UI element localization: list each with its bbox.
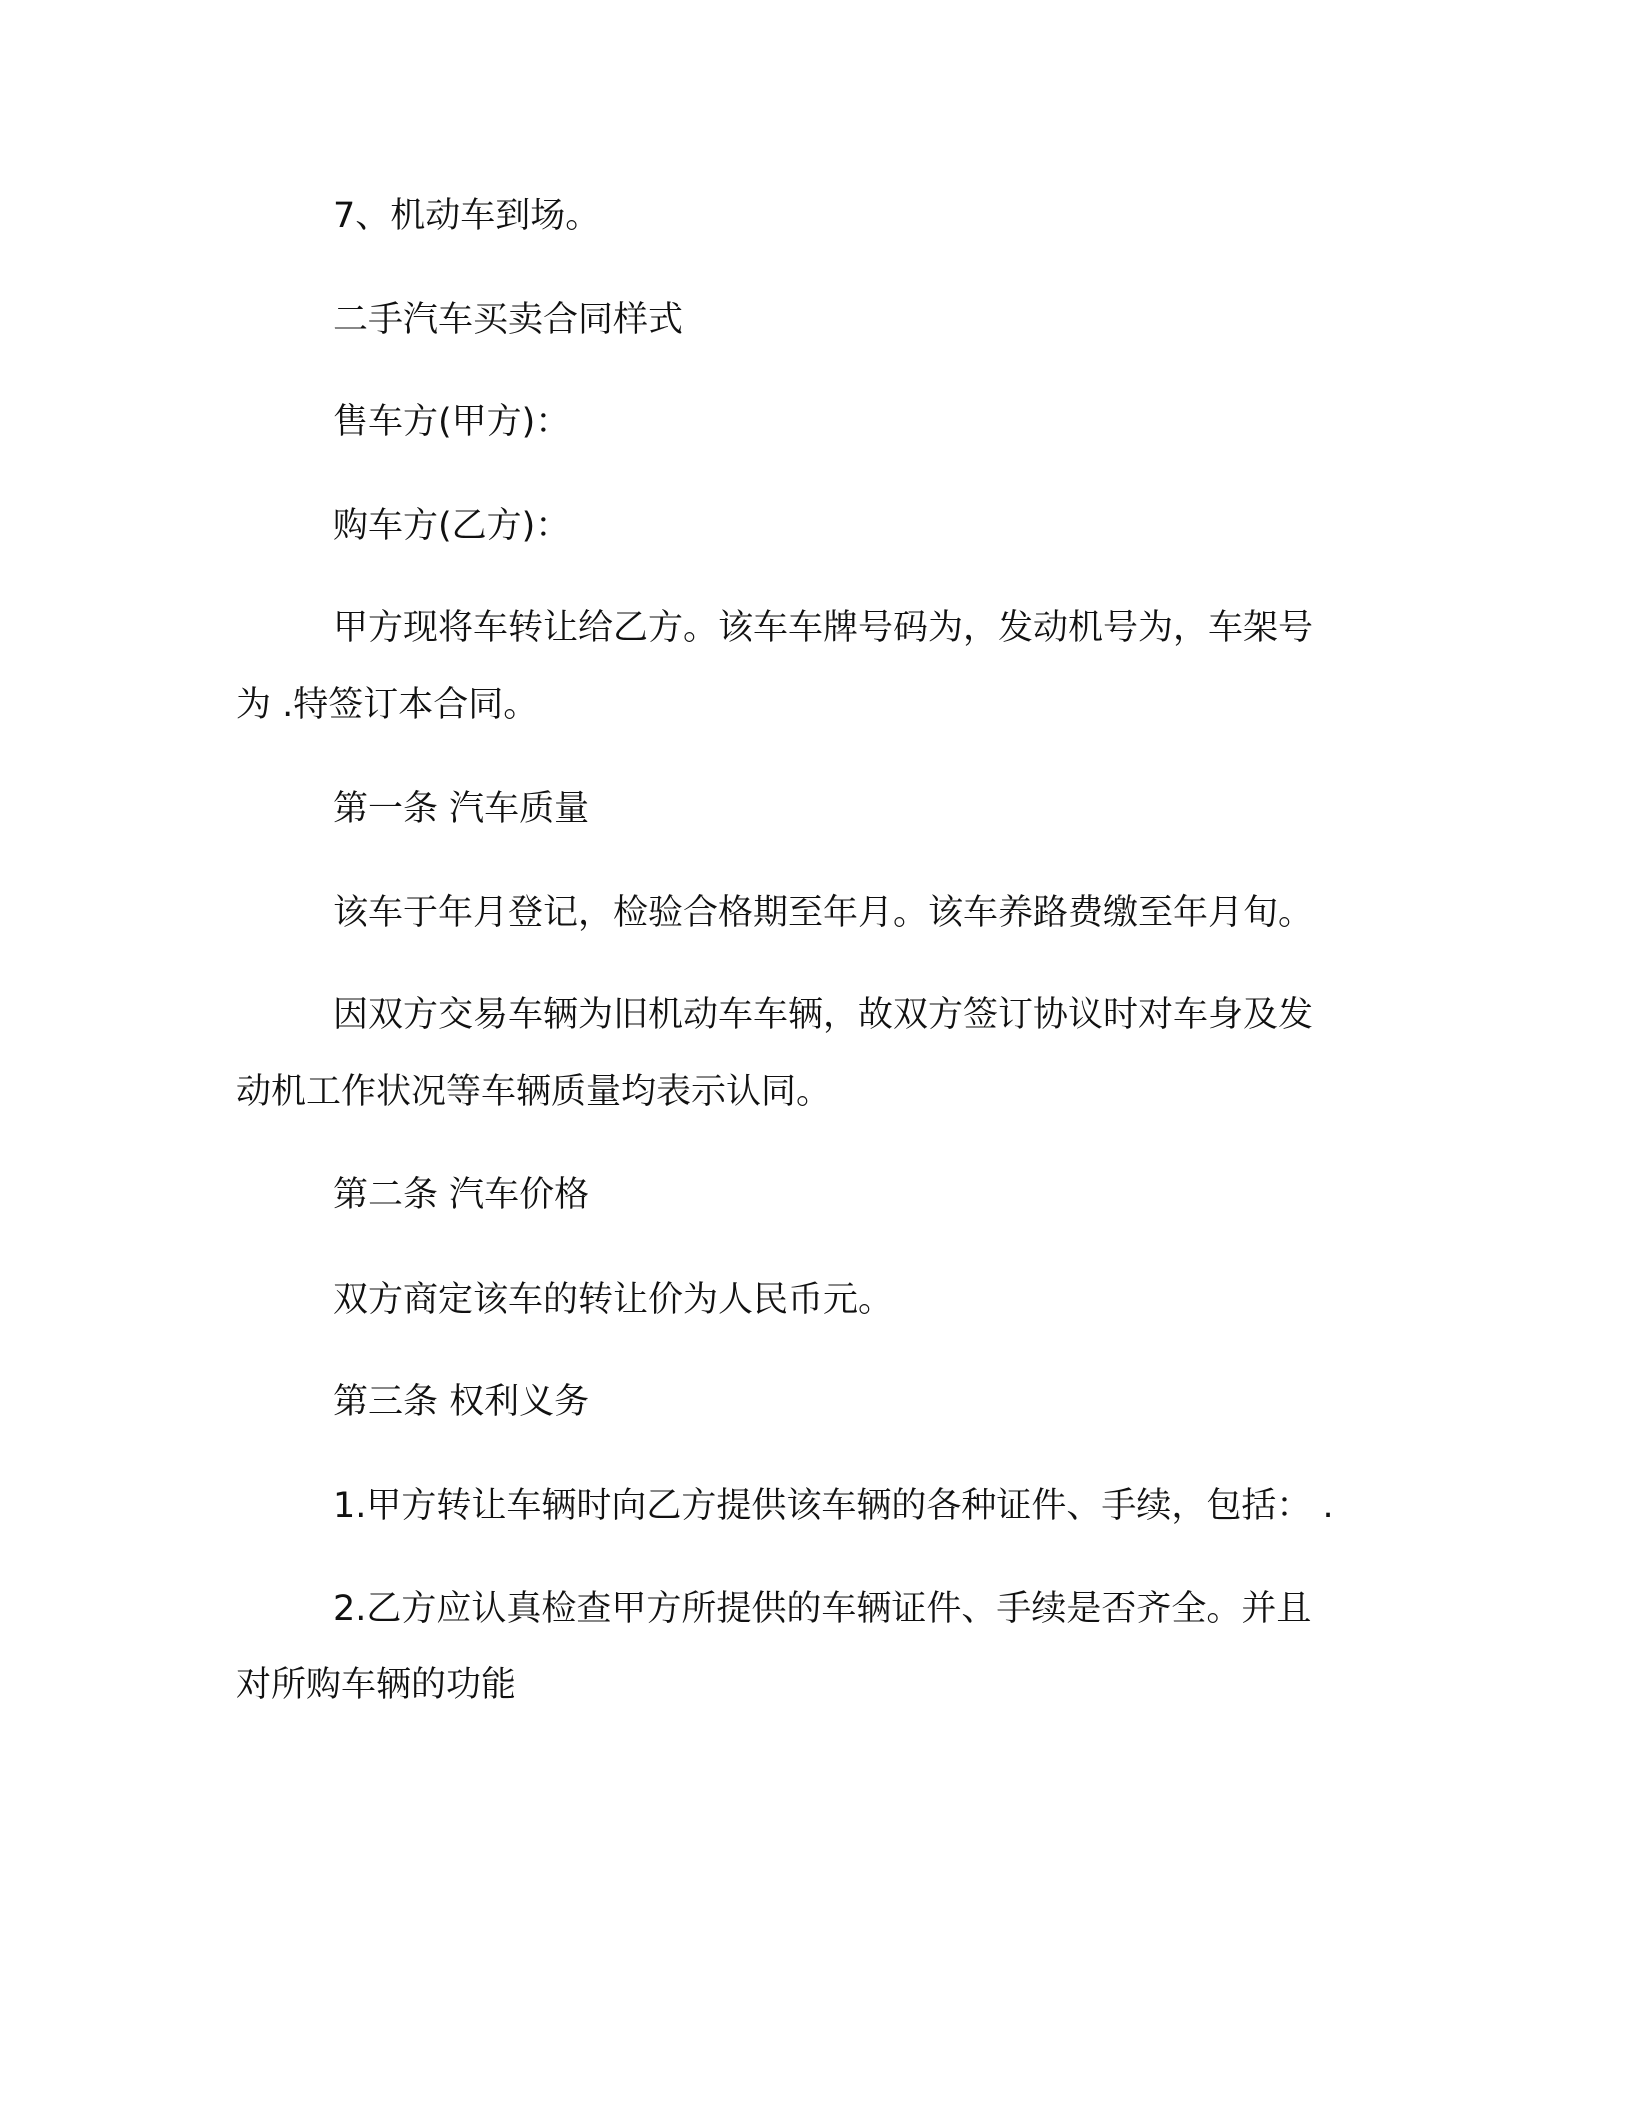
quality-paragraph-line-2: 动机工作状况等车辆质量均表示认同。 (236, 1072, 832, 1112)
seller-party-label: 售车方(甲方)： (333, 402, 571, 442)
article-2-heading: 第二条 汽车价格 (333, 1175, 590, 1215)
contract-title: 二手汽车买卖合同样式 (333, 300, 684, 340)
registration-paragraph: 该车于年月登记，检验合格期至年月。该车养路费缴至年月旬。 (333, 893, 1314, 933)
price-paragraph: 双方商定该车的转让价为人民币元。 (333, 1280, 894, 1320)
article-1-heading: 第一条 汽车质量 (333, 789, 590, 829)
transfer-paragraph-line-2: 为 .特签订本合同。 (236, 685, 539, 725)
quality-paragraph-line-1: 因双方交易车辆为旧机动车车辆，故双方签订协议时对车身及发 (333, 995, 1314, 1035)
obligation-item-2-line-1: 2.乙方应认真检查甲方所提供的车辆证件、手续是否齐全。并且 (333, 1589, 1312, 1629)
obligation-item-1: 1.甲方转让车辆时向乙方提供该车辆的各种证件、手续，包括： . (333, 1486, 1334, 1526)
list-item-motor-vehicle-present: 7、机动车到场。 (333, 196, 601, 236)
obligation-item-2-line-2: 对所购车辆的功能 (236, 1665, 517, 1705)
buyer-party-label: 购车方(乙方)： (333, 506, 571, 546)
article-3-heading: 第三条 权利义务 (333, 1382, 590, 1422)
transfer-paragraph-line-1: 甲方现将车转让给乙方。该车车牌号码为，发动机号为，车架号 (333, 608, 1314, 648)
